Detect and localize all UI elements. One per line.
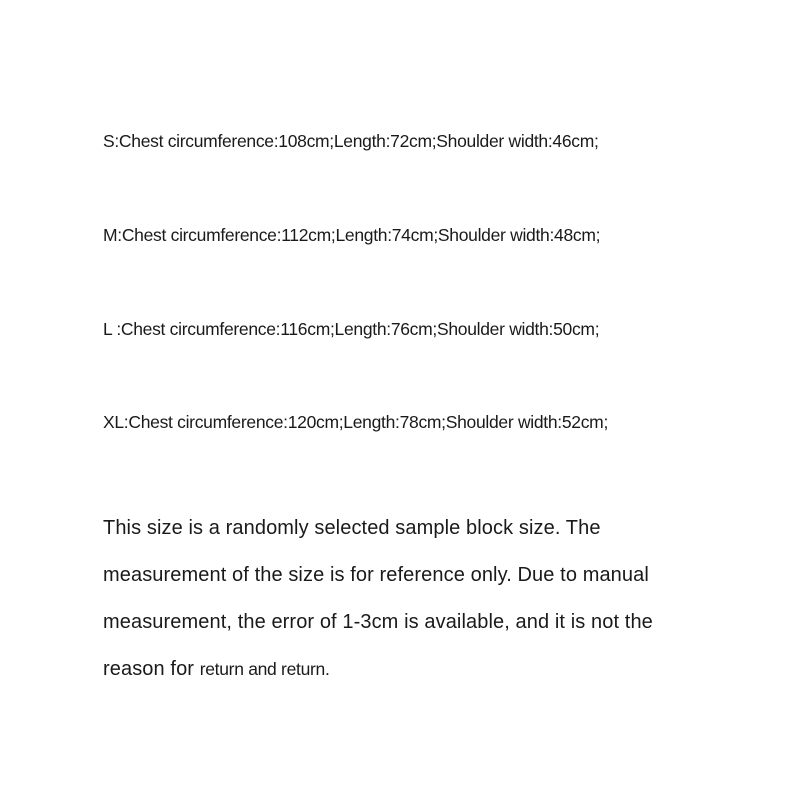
size-line-l: L :Chest circumference:116cm;Length:76cm;Shoulder width:50cm;	[103, 319, 600, 339]
size-line-s: S:Chest circumference:108cm;Length:72cm;Shoulder width:46cm;	[103, 131, 599, 151]
note-line-2: measurement of the size is for reference only. Due to manual	[103, 564, 649, 586]
note-line-4-end: return and return.	[199, 659, 330, 679]
note-line-1: This size is a randomly selected sample block size. The	[103, 517, 601, 539]
note-line-3: measurement, the error of 1-3cm is available, and it is not the	[103, 611, 653, 633]
size-line-xl: XL:Chest circumference:120cm;Length:78cm;Shoulder width:52cm;	[103, 412, 609, 432]
note-line-4-start: reason for	[103, 658, 200, 680]
note-line-4	[103, 646, 743, 693]
measurement-note	[103, 505, 743, 693]
size-line-m: M:Chest circumference:112cm;Length:74cm;Shoulder width:48cm;	[103, 225, 601, 245]
